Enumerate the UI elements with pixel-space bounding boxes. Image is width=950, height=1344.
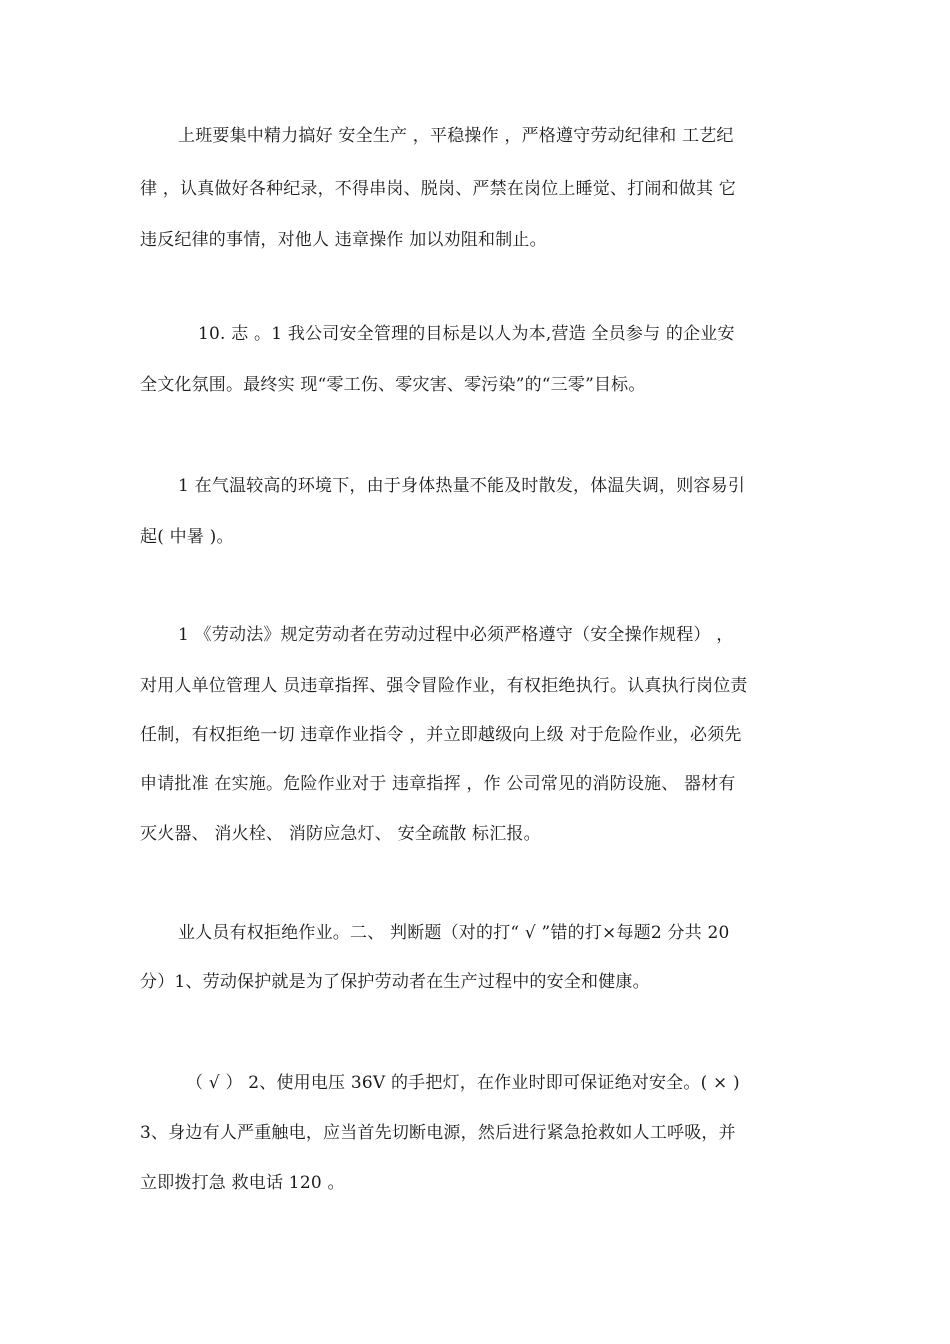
paragraph-4-line-1: 1 《劳动法》规定劳动者在劳动过程中必须严格遵守（安全操作规程） ， (178, 625, 734, 645)
paragraph-1-line-3: 违反纪律的事情，对他人 违章操作 加以劝阻和制止。 (140, 230, 547, 250)
paragraph-5-line-2: 分）1、劳动保护就是为了保护劳动者在生产过程中的安全和健康。 (140, 972, 650, 992)
paragraph-6-line-3: 立即拨打急 救电话 120 。 (140, 1173, 345, 1193)
paragraph-5-line-1: 业人员有权拒绝作业。二、 判断题（对的打“ √ ”错的打×每题2 分共 20 (178, 923, 730, 943)
paragraph-4-line-2: 对用人单位管理人 员违章指挥、强令冒险作业，有权拒绝执行。认真执行岗位责 (140, 676, 748, 696)
paragraph-4-line-4: 申请批准 在实施。危险作业对于 违章指挥 ，作 公司常见的消防设施、 器材有 (140, 774, 736, 794)
paragraph-4-line-3: 任制，有权拒绝一切 违章作业指令 ，并立即越级向上级 对于危险作业，必须先 (140, 725, 742, 745)
paragraph-4-line-5: 灭火器、 消火栓、 消防应急灯、 安全疏散 标汇报。 (140, 824, 541, 844)
paragraph-1-line-2: 律 ，认真做好各种纪录，不得串岗、脱岗、严禁在岗位上睡觉、打闹和做其 它 (140, 179, 737, 199)
paragraph-2-line-2: 全文化氛围。最终实 现“零工伤、零灾害、零污染”的“三零”目标。 (140, 375, 646, 395)
paragraph-2-line-1: 10. 志 。1 我公司安全管理的目标是以人为本,营造 全员参与 的企业安 (198, 324, 735, 344)
paragraph-6-line-1: （ √ ） 2、使用电压 36V 的手把灯，在作业时即可保证绝对安全。( × ) (186, 1073, 740, 1093)
paragraph-3-line-2: 起( 中暑 )。 (140, 527, 234, 547)
paragraph-1-line-1: 上班要集中精力搞好 安全生产 ，平稳操作 ，严格遵守劳动纪律和 工艺纪 (178, 126, 734, 146)
paragraph-3-line-1: 1 在气温较高的环境下，由于身体热量不能及时散发，体温失调，则容易引 (178, 476, 746, 496)
paragraph-6-line-2: 3、身边有人严重触电，应当首先切断电源，然后进行紧急抢救如人工呼吸，并 (140, 1123, 736, 1143)
